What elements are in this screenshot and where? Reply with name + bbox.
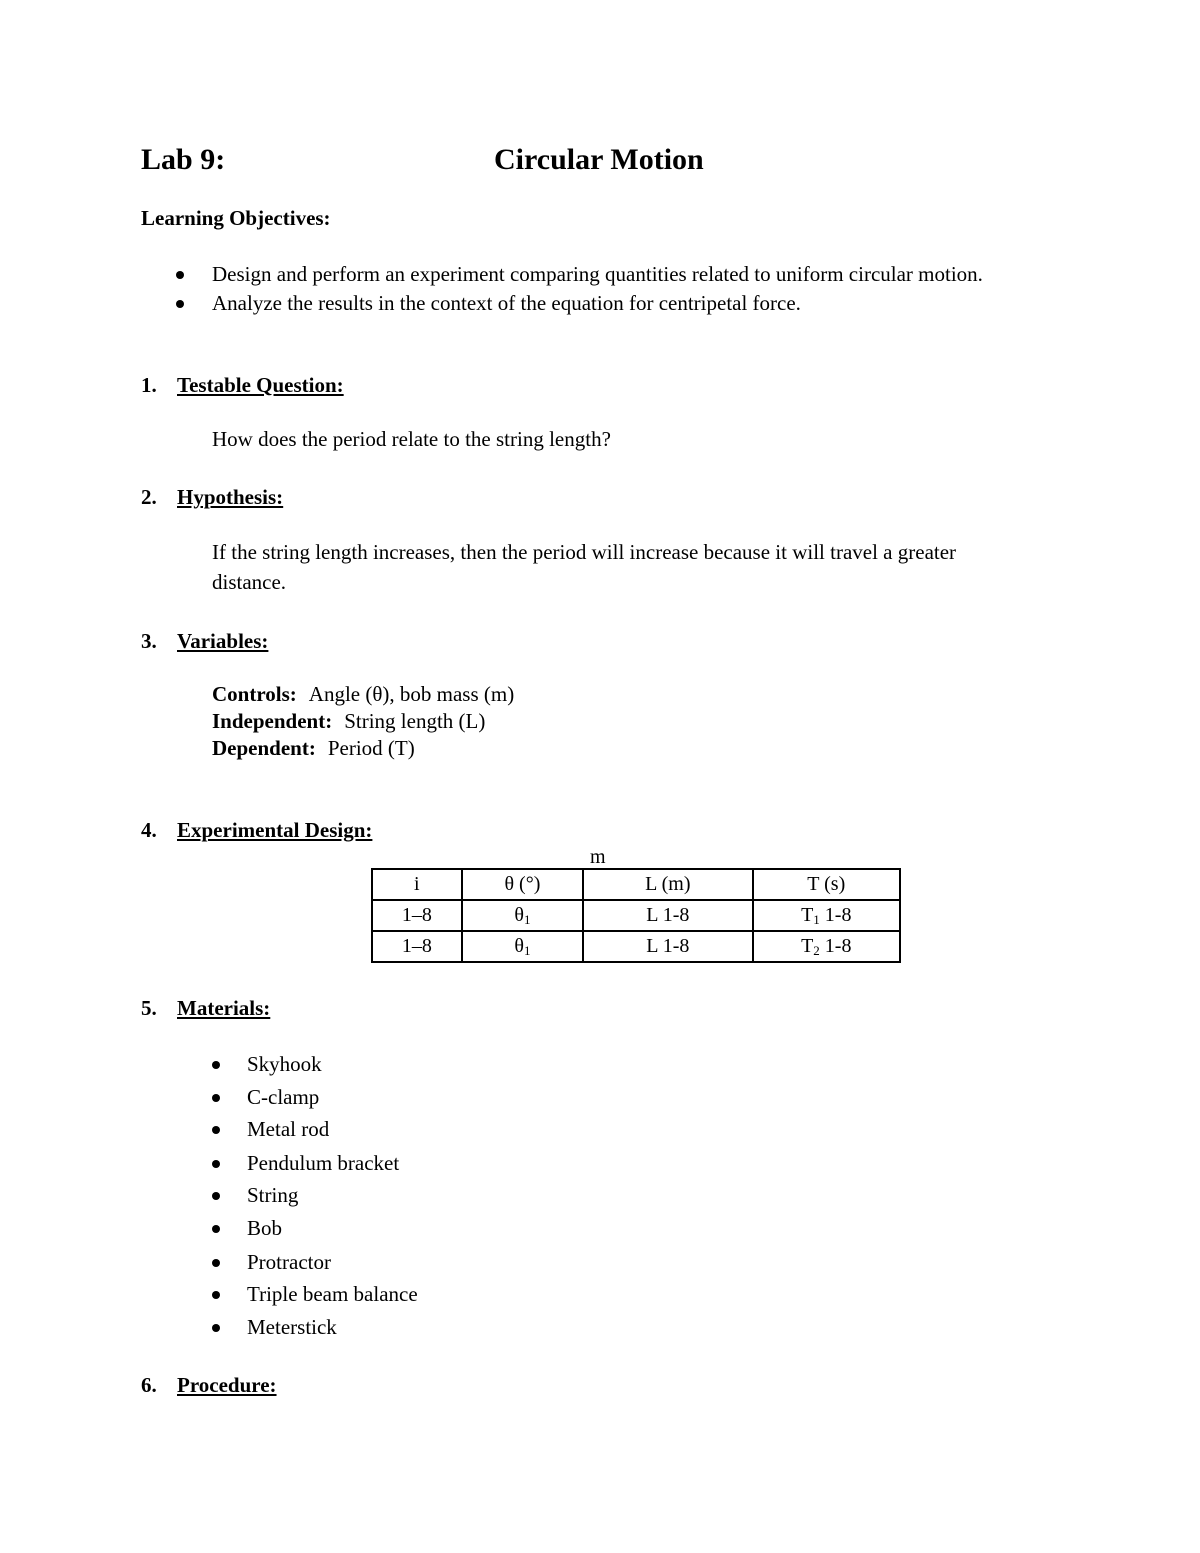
objective-item: Design and perform an experiment comparing quantities related to uniform circular motion. (212, 262, 983, 286)
bullet-icon (176, 300, 184, 308)
period-subscript: 1 (813, 911, 820, 927)
page-title: Circular Motion (494, 143, 704, 176)
section-title-materials: Materials: (177, 996, 271, 1020)
table-row (372, 931, 900, 962)
material-item: Skyhook (247, 1052, 322, 1076)
section-title-variables: Variables: (177, 629, 269, 653)
table-cell: L 1-8 (583, 931, 752, 962)
variable-dependent (212, 736, 415, 761)
experimental-design-table (371, 868, 901, 963)
section-number: 6. (141, 1373, 157, 1397)
bullet-icon (212, 1291, 220, 1299)
bullet-icon (212, 1324, 220, 1332)
period-symbol: T (801, 934, 814, 957)
table-cell (753, 931, 900, 962)
bullet-icon (212, 1061, 220, 1069)
material-item: Meterstick (247, 1315, 337, 1339)
table-cell: 1–8 (372, 900, 462, 931)
material-item: Triple beam balance (247, 1282, 418, 1306)
section-title-testable-question: Testable Question: (177, 373, 344, 397)
dependent-value: Period (T) (327, 736, 415, 760)
section-number: 3. (141, 629, 157, 653)
learning-objectives-heading: Learning Objectives: (141, 206, 331, 230)
variable-controls (212, 682, 514, 707)
material-item: Bob (247, 1216, 283, 1240)
bullet-icon (212, 1192, 220, 1200)
material-item: String (247, 1183, 299, 1207)
table-header-cell: L (m) (583, 869, 752, 900)
material-item: Metal rod (247, 1117, 330, 1141)
theta-subscript: 1 (523, 942, 531, 958)
dependent-label: Dependent: (212, 736, 316, 760)
material-item: C-clamp (247, 1085, 320, 1109)
section-title-procedure: Procedure: (177, 1373, 277, 1397)
independent-value: String length (L) (344, 709, 486, 733)
period-symbol: T (801, 903, 814, 926)
table-header-cell: i (372, 869, 462, 900)
period-range: 1-8 (819, 934, 852, 957)
bullet-icon (212, 1094, 220, 1102)
variable-independent (212, 709, 485, 734)
lab-number: Lab 9: (141, 143, 226, 176)
objective-item: Analyze the results in the context of the equation for centripetal force. (212, 291, 801, 315)
section-number: 5. (141, 996, 157, 1020)
section-title-hypothesis: Hypothesis: (177, 485, 284, 509)
section-title-experimental-design: Experimental Design: (177, 818, 373, 842)
section-number: 1. (141, 373, 157, 397)
bullet-icon (212, 1225, 220, 1233)
controls-label: Controls: (212, 682, 297, 706)
table-header-cell: T (s) (753, 869, 900, 900)
table-cell (462, 900, 584, 931)
section-number: 4. (141, 818, 157, 842)
theta-subscript: 1 (523, 911, 531, 927)
table-cell (462, 931, 584, 962)
table-header-cell: θ (°) (462, 869, 584, 900)
bullet-icon (212, 1160, 220, 1168)
controls-value: Angle (θ), bob mass (m) (308, 682, 515, 706)
section-number: 2. (141, 485, 157, 509)
bullet-icon (176, 271, 184, 279)
table-row (372, 900, 900, 931)
period-subscript: 2 (813, 942, 820, 958)
independent-label: Independent: (212, 709, 333, 733)
material-item: Pendulum bracket (247, 1151, 400, 1175)
bullet-icon (212, 1126, 220, 1134)
table-cell: 1–8 (372, 931, 462, 962)
bullet-icon (212, 1259, 220, 1267)
theta-symbol: θ (514, 903, 524, 926)
table-mass-label: m (590, 846, 606, 868)
table-cell: L 1-8 (583, 900, 752, 931)
testable-question-text: How does the period relate to the string length? (212, 427, 611, 451)
table-cell (753, 900, 900, 931)
hypothesis-text-line: If the string length increases, then the period will increase because it will travel a greater (212, 540, 957, 564)
period-range: 1-8 (819, 903, 852, 926)
theta-symbol: θ (514, 934, 524, 957)
hypothesis-text-line: distance. (212, 570, 287, 594)
material-item: Protractor (247, 1250, 331, 1274)
table-header-row (372, 869, 900, 900)
